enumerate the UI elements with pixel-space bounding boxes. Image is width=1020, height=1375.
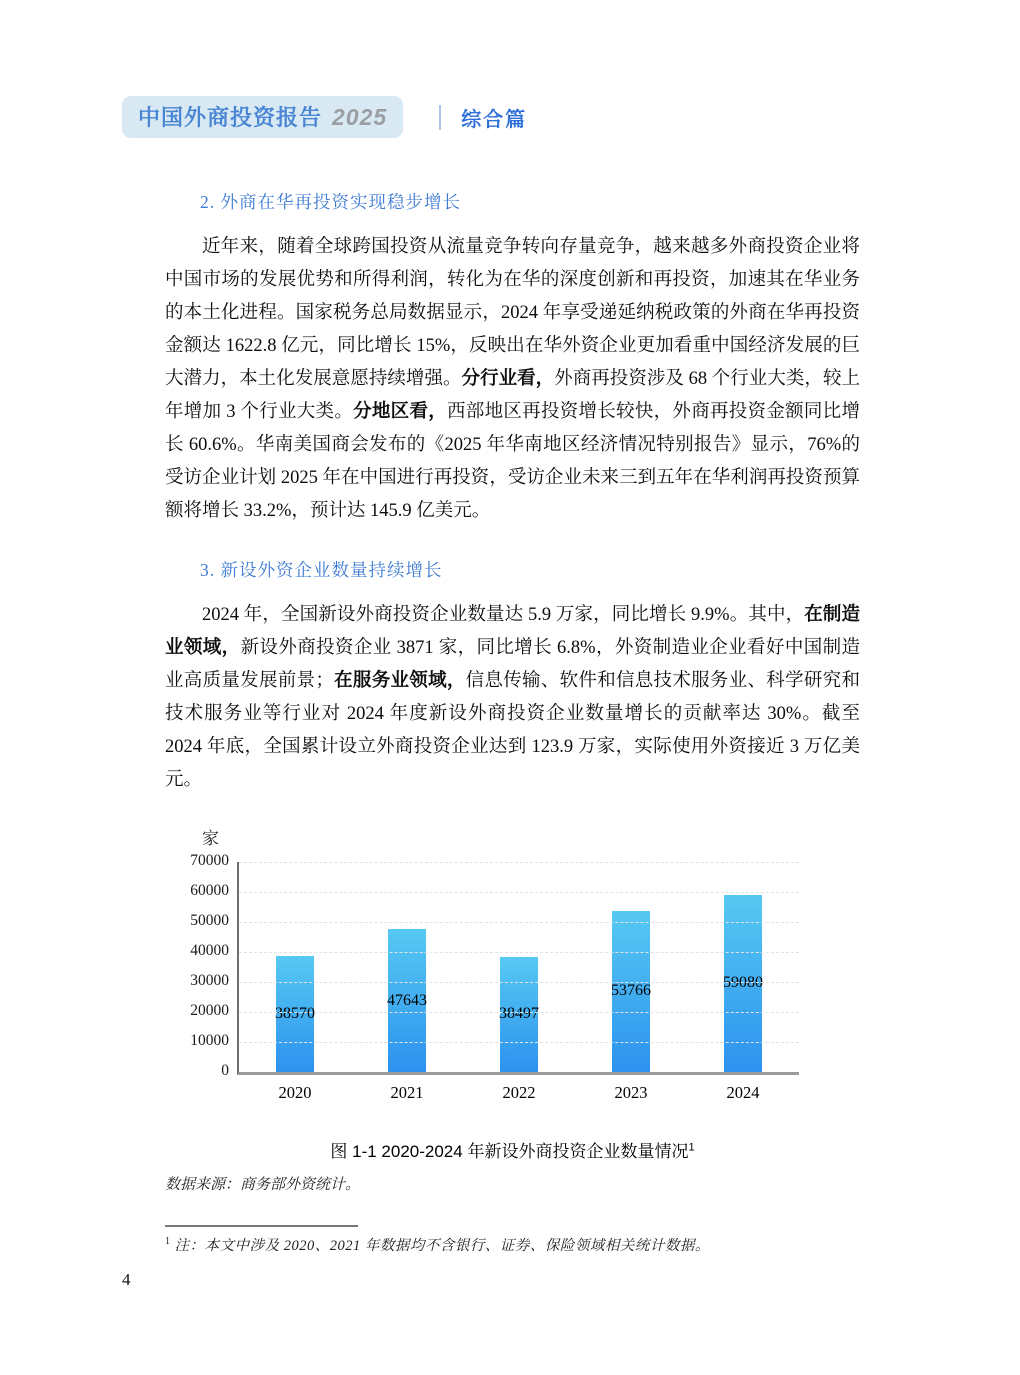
y-axis-tick-label: 10000 — [190, 1032, 229, 1049]
bar-slot-2022 — [463, 862, 575, 1072]
chart-gridline — [239, 1012, 799, 1013]
bar-2023 — [612, 911, 650, 1072]
bar-value-label: 47643 — [387, 991, 427, 1009]
figure-source: 数据来源：商务部外资统计。 — [165, 1177, 361, 1193]
bar-2022 — [500, 957, 538, 1072]
chart-body — [165, 852, 860, 1079]
report-title-badge — [122, 96, 403, 138]
chart-bars — [239, 862, 799, 1072]
bar-slot-2024 — [687, 862, 799, 1072]
bar-slot-2020 — [239, 862, 351, 1072]
page-header — [122, 96, 527, 138]
bar-value-label: 38497 — [499, 1005, 539, 1023]
report-year: 2025 — [332, 104, 388, 130]
chart-plot-area — [237, 862, 799, 1075]
footnote-text: 注：本文中涉及 2020、2021 年数据均不含银行、证券、保险领域相关统计数据。 — [174, 1238, 710, 1254]
bar-value-label: 59080 — [723, 974, 763, 992]
bar-slot-2021 — [351, 862, 463, 1072]
emphasis-text: 分行业看， — [461, 369, 555, 389]
chart-y-axis-labels — [165, 852, 237, 1079]
x-axis-tick-label: 2020 — [278, 1083, 312, 1102]
bar-value-label: 38570 — [275, 1005, 315, 1023]
chart-gridline — [239, 952, 799, 953]
bar-2021 — [388, 929, 426, 1072]
body-text: 近年来，随着全球跨国投资从流量竞争转向存量竞争，越来越多外商投资企业将中国市场的发展优势和所得利润，转化为在华的深度创新和再投资，加速其在华业务的本土化进程。国家税务总局数据显示，2024 年享受递延纳税政策的外商在华再投资金额达 1622.8 亿元，同比增长 15%，反映出在华外资企业更加看重中国经济发展的巨大潜力，本土化发展意愿持续增强。 — [165, 237, 860, 389]
section-2-paragraph — [165, 231, 860, 528]
y-axis-tick-label: 20000 — [190, 1002, 229, 1019]
footnote-reference: 1 — [688, 1141, 695, 1154]
chart-gridline — [239, 892, 799, 893]
y-axis-tick-label: 70000 — [190, 852, 229, 869]
body-text: 外商再投资涉及 68 个行业大类，较上年增加 3 个行业大类。 — [165, 369, 860, 422]
figure-caption — [165, 1137, 860, 1162]
page-number: 4 — [122, 1270, 131, 1289]
body-text: 2024 年，全国新设外商投资企业数量达 5.9 万家，同比增长 9.9%。其中， — [202, 605, 805, 625]
x-axis-tick-label: 2024 — [726, 1083, 760, 1102]
y-axis-tick-label: 0 — [221, 1062, 229, 1079]
chart-gridline — [239, 982, 799, 983]
body-text: 信息传输、软件和信息技术服务业、科学研究和技术服务业等行业对 2024 年度新设外商投资企业数量增长的贡献率达 30%。截至 2024 年底，全国累计设立外商投资企业达到 123.9 万家，实际使用外资接近 3 万亿美元。 — [165, 671, 860, 790]
body-text: 新设外商投资企业 3871 家，同比增长 6.8%，外资制造业企业看好中国制造业高质量发展前景； — [165, 638, 860, 691]
volume-label: 综合篇 — [461, 108, 528, 131]
chart-x-axis-labels — [239, 1083, 799, 1103]
y-axis-tick-label: 30000 — [190, 972, 229, 989]
page-content — [165, 134, 860, 1255]
section-heading-3: 3. 新设外资企业数量持续增长 — [200, 560, 443, 580]
emphasis-text: 在服务业领域， — [333, 671, 466, 691]
footnote — [165, 1234, 860, 1255]
bar-2020 — [276, 956, 314, 1072]
figure-1-1-chart — [165, 824, 860, 1103]
report-title: 中国外商投资报告 — [138, 105, 323, 130]
chart-gridline — [239, 862, 799, 863]
emphasis-text: 在制造业领域， — [165, 605, 860, 658]
section-heading-2: 2. 外商在华再投资实现稳步增长 — [200, 192, 461, 212]
chart-gridline — [239, 922, 799, 923]
body-text: 西部地区再投资增长较快，外商再投资金额同比增长 60.6%。华南美国商会发布的《2025 年华南地区经济情况特别报告》显示，76%的受访企业计划 2025 年在中国进行再投资，受访企业未来三到五年在华利润再投资预算额将增长 33.2%，预计达 145.9 亿美元。 — [165, 402, 860, 521]
header-divider — [439, 105, 441, 130]
emphasis-text: 分地区看， — [353, 402, 448, 422]
bar-slot-2023 — [575, 862, 687, 1072]
x-axis-tick-label: 2021 — [390, 1083, 424, 1102]
footnote-marker: 1 — [165, 1236, 171, 1248]
y-axis-tick-label: 60000 — [190, 882, 229, 899]
x-axis-tick-label: 2022 — [502, 1083, 536, 1102]
bar-value-label: 53766 — [611, 982, 651, 1000]
section-3-paragraph — [165, 599, 860, 797]
y-axis-unit-label: 家 — [202, 829, 219, 848]
y-axis-tick-label: 50000 — [190, 912, 229, 929]
footnote-separator — [165, 1225, 358, 1227]
figure-caption-text: 图 1-1 2020-2024 年新设外商投资企业数量情况 — [330, 1142, 689, 1161]
y-axis-tick-label: 40000 — [190, 942, 229, 959]
chart-gridline — [239, 1042, 799, 1043]
x-axis-tick-label: 2023 — [614, 1083, 648, 1102]
